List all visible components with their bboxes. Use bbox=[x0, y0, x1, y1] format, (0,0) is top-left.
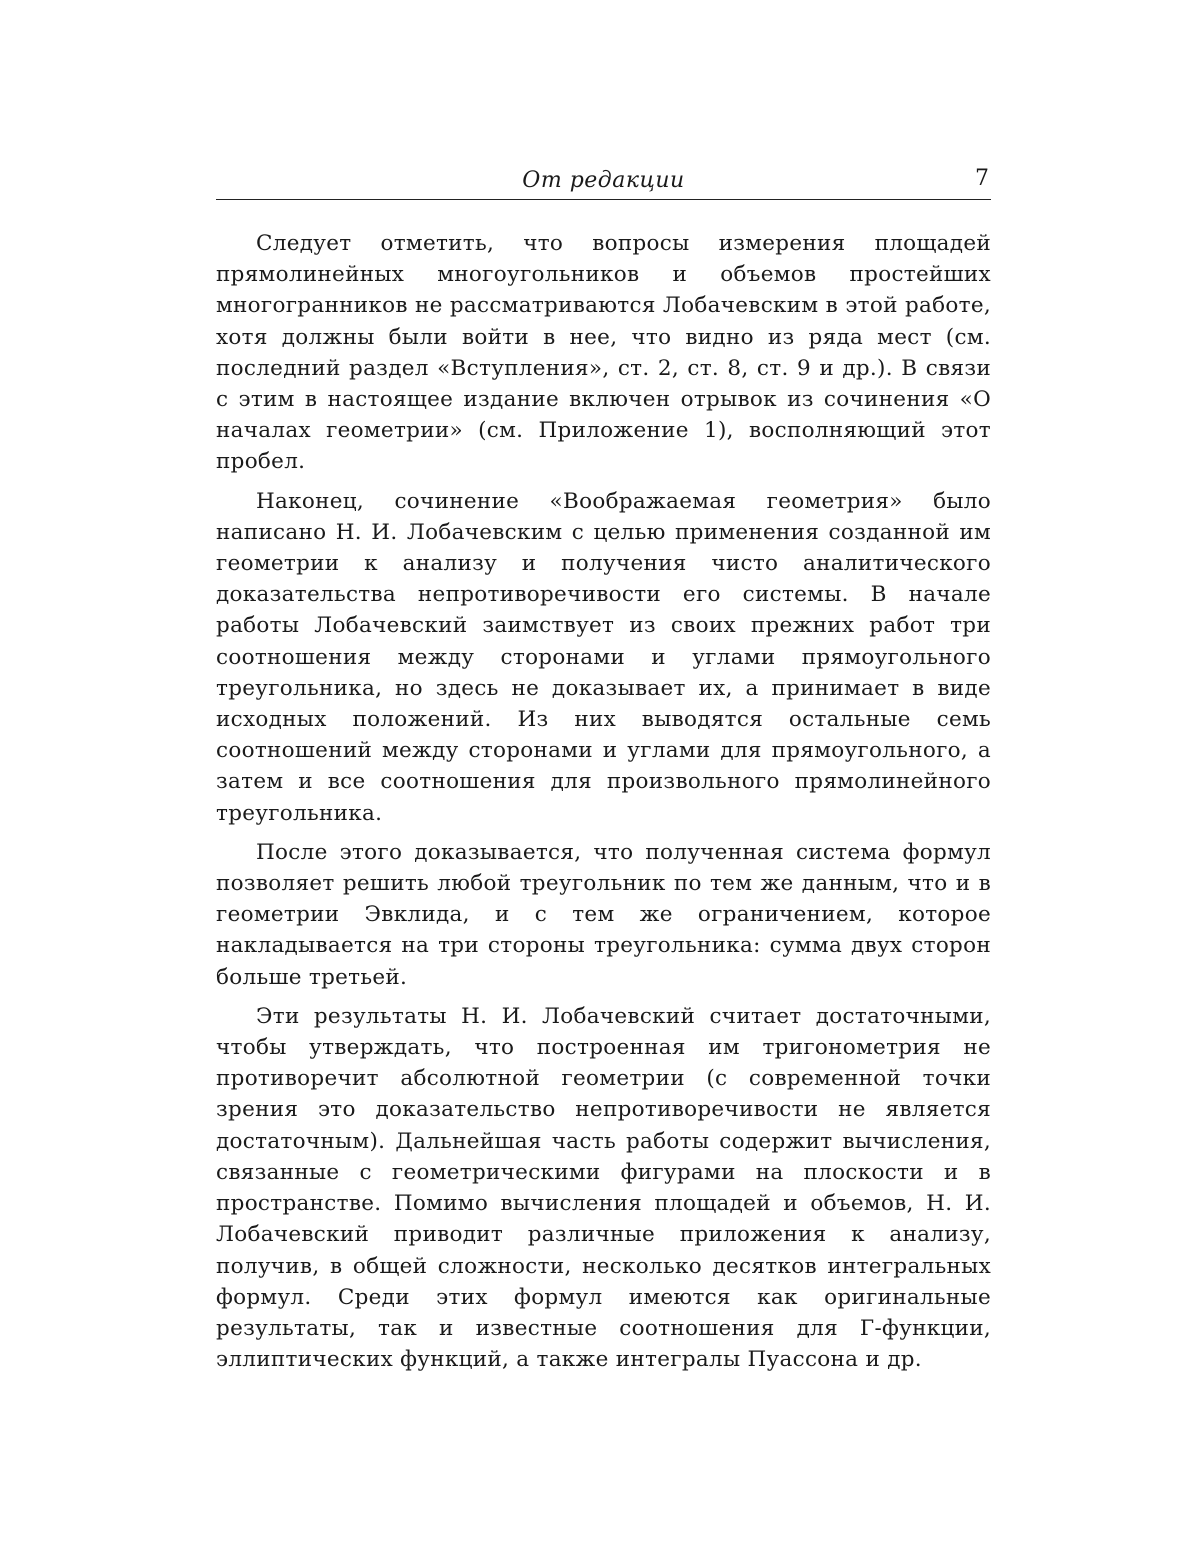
page-number: 7 bbox=[975, 166, 989, 191]
header-rule bbox=[216, 199, 991, 200]
paragraph-4: Эти результаты Н. И. Лобачевский считает достаточными, чтобы утверждать, что построенная им тригонометрия не противоречит абсолютной геометрии (с современной точки зрения это доказательство непротиворечивости не является достаточным). Дальнейшая часть работы содержит вычисления, связанные с геометрическими фигурами на плоскости и в пространстве. Помимо вычисления площадей и объемов, Н. И. Лобачевский приводит различные приложения к анализу, получив, в общей сложности, несколько десятков интегральных формул. Среди этих формул имеются как оригинальные результаты, так и известные соотношения для Г-функции, эллиптических функций, а также интегралы Пуассона и др. bbox=[216, 1003, 991, 1373]
paragraph-3: После этого доказывается, что полученная система формул позволяет решить любой треугольник по тем же данным, что и в геометрии Эвклида, и с тем же ограничением, которое накладывается на три стороны треугольника: сумма двух сторон больше третьей. bbox=[216, 839, 991, 990]
body-text bbox=[216, 228, 991, 1383]
running-title: От редакции bbox=[522, 168, 685, 193]
paragraph-1: Следует отметить, что вопросы измерения площадей прямолинейных многоугольников и объемов простейших многогранников не рассматриваются Лобачевским в этой работе, хотя должны были войти в нее, что видно из ряда мест (см. последний раздел «Вступления», ст. 2, ст. 8, ст. 9 и др.). В связи с этим в настоящее издание включен отрывок из сочинения «О началах геометрии» (см. Приложение 1), восполняющий этот пробел. bbox=[216, 231, 991, 475]
paragraph-2: Наконец, сочинение «Воображаемая геометрия» было написано Н. И. Лобачевским с целью применения созданной им геометрии к анализу и получения чисто аналитического доказательства непротиворечивости его системы. В начале работы Лобачевский заимствует из своих прежних работ три соотношения между сторонами и углами прямоугольного треугольника, но здесь не доказывает их, а принимает в виде исходных положений. Из них выводятся остальные семь соотношений между сторонами и углами для прямоугольного, а затем и все соотношения для произвольного прямолинейного треугольника. bbox=[216, 488, 991, 826]
running-head bbox=[216, 166, 991, 198]
